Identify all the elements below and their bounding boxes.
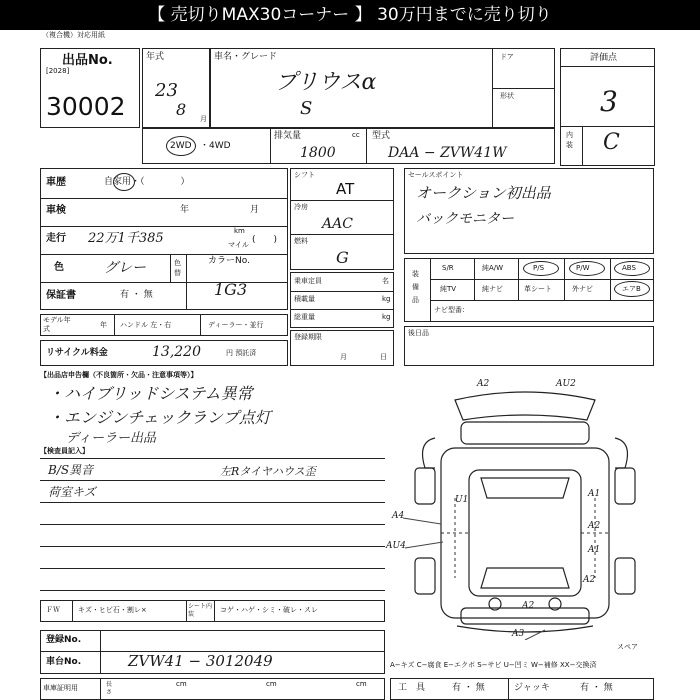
- year-month-unit: 月: [200, 115, 207, 123]
- garage-length: 長さ: [106, 681, 113, 696]
- door-label: ドア: [500, 53, 514, 61]
- equipment-label: 装備品: [412, 270, 419, 304]
- color-change-label: 色替: [174, 259, 181, 277]
- color-no-value: 1G3: [214, 280, 248, 299]
- color-label: 色: [54, 262, 64, 273]
- garage-label: 車庫証明用: [43, 684, 78, 692]
- car-grade: S: [300, 98, 313, 119]
- declaration-line3: ディーラー出品: [66, 431, 156, 446]
- garage-cm-1: cm: [176, 680, 187, 688]
- load-label: 積載量: [294, 295, 315, 303]
- capacity-unit: 名: [382, 277, 389, 285]
- model-change-label: モデル年式: [43, 316, 71, 333]
- recycle-unit: 円 預託済: [226, 349, 257, 357]
- recycle-value: 13,220: [152, 344, 201, 360]
- mileage-paren: ( ): [252, 235, 278, 245]
- later-date-box: [404, 326, 654, 366]
- fw-text: キズ・ヒビ石・割レ×: [78, 606, 147, 614]
- weight-unit: kg: [382, 313, 391, 321]
- mileage-mile: マイル: [228, 241, 249, 249]
- mark-au4: AU4: [386, 541, 406, 551]
- model-label: 型式: [372, 131, 391, 141]
- mark-a1-rear: A1: [588, 545, 601, 555]
- lot-small: [2028]: [46, 67, 70, 75]
- seat-label: シート内装: [188, 603, 213, 618]
- history-options: 自家用・（ ）: [104, 177, 190, 187]
- mileage-value: 22万1千385: [88, 231, 164, 246]
- tools-label: 工 具: [398, 683, 426, 693]
- model-change-dealer: ディーラー・並行: [208, 321, 264, 329]
- mark-u1: U1: [455, 495, 469, 505]
- recycle-label: リサイクル料金: [46, 348, 108, 358]
- shift-value: AT: [336, 180, 355, 198]
- inspector-note3: 左Rタイヤハウス歪: [220, 465, 316, 478]
- lot-number: 30002: [46, 92, 126, 121]
- warranty-options: 有 ・ 無: [120, 290, 153, 300]
- mark-a3: A3: [512, 629, 525, 639]
- mark-a2-rear: A2: [583, 575, 596, 585]
- inspection-month: 月: [250, 205, 260, 215]
- garage-cm-3: cm: [356, 680, 367, 688]
- history-label: 車歴: [46, 177, 66, 188]
- equip-navi: 純ナビ: [482, 285, 503, 293]
- registration-label: 登録期限: [294, 333, 322, 341]
- drive-2wd: 2WD: [170, 141, 192, 151]
- mileage-label: 走行: [46, 233, 66, 244]
- model-value: DAA − ZVW41W: [388, 145, 507, 161]
- ac-label: 冷房: [294, 203, 308, 211]
- weight-label: 総重量: [294, 313, 315, 321]
- equip-tv: 純TV: [440, 285, 457, 293]
- year-label: 年式: [146, 52, 165, 62]
- jack-options: 有 ・ 無: [580, 683, 613, 693]
- displacement-value: 1800: [300, 145, 336, 161]
- header-note: （複合機）対応用紙: [42, 31, 105, 39]
- spare-label: スペア: [617, 643, 638, 651]
- sales-line2: バックモニター: [416, 211, 514, 227]
- mileage-km: km: [234, 227, 245, 235]
- color-value: グレー: [104, 260, 146, 276]
- declaration-line1: ・ハイブリッドシステム異常: [48, 384, 253, 403]
- fuel-value: G: [336, 248, 349, 267]
- displacement-label: 排気量: [274, 131, 302, 141]
- reg-no-label: 登録No.: [46, 635, 82, 645]
- inspector-note2: 荷室キズ: [48, 485, 96, 499]
- model-change-year: 年: [100, 321, 107, 329]
- equip-airbag: エアB: [622, 285, 641, 293]
- mark-a1-right: A1: [588, 489, 601, 499]
- mark-a2-front: A2: [477, 379, 490, 389]
- inspection-label: 車検: [46, 205, 66, 216]
- interior-label: 内装: [566, 131, 573, 149]
- inspector-note1: B/S異音: [48, 463, 94, 477]
- registration-day: 日: [380, 353, 387, 361]
- later-date-label: 後日品: [408, 329, 429, 337]
- chassis-label: 車台No.: [46, 657, 82, 667]
- sales-line1: オークション初出品: [416, 184, 551, 202]
- mark-a2-bumper: A2: [522, 601, 535, 611]
- interior-value: C: [603, 130, 620, 155]
- score-value: 3: [600, 85, 618, 118]
- equip-pw: P/W: [576, 264, 590, 272]
- equip-leather: 革シート: [524, 285, 552, 293]
- load-unit: kg: [382, 295, 391, 303]
- shift-label: シフト: [294, 171, 315, 179]
- declaration-line2: ・エンジンチェックランプ点灯: [48, 408, 271, 427]
- carname-label: 車名・グレード: [214, 52, 278, 62]
- garage-row: [40, 678, 385, 700]
- chassis-value: ZVW41 − 3012049: [128, 652, 273, 670]
- seat-text: コゲ・ハゲ・シミ・破レ・スレ: [220, 606, 318, 614]
- year-value: 23: [155, 80, 178, 101]
- ac-value: AAC: [322, 216, 353, 232]
- equip-aw: 純A/W: [482, 264, 504, 272]
- model-change-handle: ハンドル 左・右: [120, 321, 172, 329]
- inspector-label: 【検査員記入】: [40, 447, 89, 455]
- mark-au2-front: AU2: [556, 379, 576, 389]
- fw-label: ＦＷ: [46, 606, 60, 614]
- mark-a2-right: A2: [588, 521, 601, 531]
- displacement-unit: cc: [352, 131, 360, 139]
- registration-month: 月: [340, 353, 347, 361]
- equip-sr: S/R: [442, 264, 454, 272]
- tools-options: 有 ・ 無: [452, 683, 485, 693]
- banner: 【 売切りMAX30コーナー 】 30万円までに売り切り: [0, 0, 700, 30]
- equip-ps: P/S: [533, 264, 545, 272]
- mark-a4: A4: [392, 511, 405, 521]
- declaration-label: 【出品店申告欄（不良箇所・欠品・注意事項等）】: [40, 371, 198, 379]
- fuel-label: 燃料: [294, 237, 308, 245]
- year-month: 8: [176, 100, 187, 119]
- shape-label: 形状: [500, 92, 514, 100]
- garage-cm-2: cm: [266, 680, 277, 688]
- navi-model: ナビ型番：: [434, 306, 469, 314]
- capacity-label: 乗車定員: [294, 277, 322, 285]
- equip-abs: ABS: [622, 264, 636, 272]
- car-name: プリウスα: [275, 70, 377, 95]
- jack-label: ジャッキ: [514, 683, 550, 693]
- sales-label: セールスポイント: [408, 171, 464, 179]
- warranty-label: 保証書: [46, 290, 76, 301]
- inspection-year: 年: [180, 205, 190, 215]
- score-label: 評価点: [590, 53, 618, 63]
- equip-ext-navi: 外ナビ: [572, 285, 593, 293]
- info-table: [40, 168, 288, 310]
- damage-legend: A−キズ C−腐食 E−エクボ S−サビ U−凹ミ W−補修 XX−交換済: [390, 661, 597, 669]
- color-no-label: カラーNo.: [208, 256, 250, 266]
- lot-label: 出品No.: [62, 53, 113, 68]
- drive-4wd: ・4WD: [200, 141, 231, 151]
